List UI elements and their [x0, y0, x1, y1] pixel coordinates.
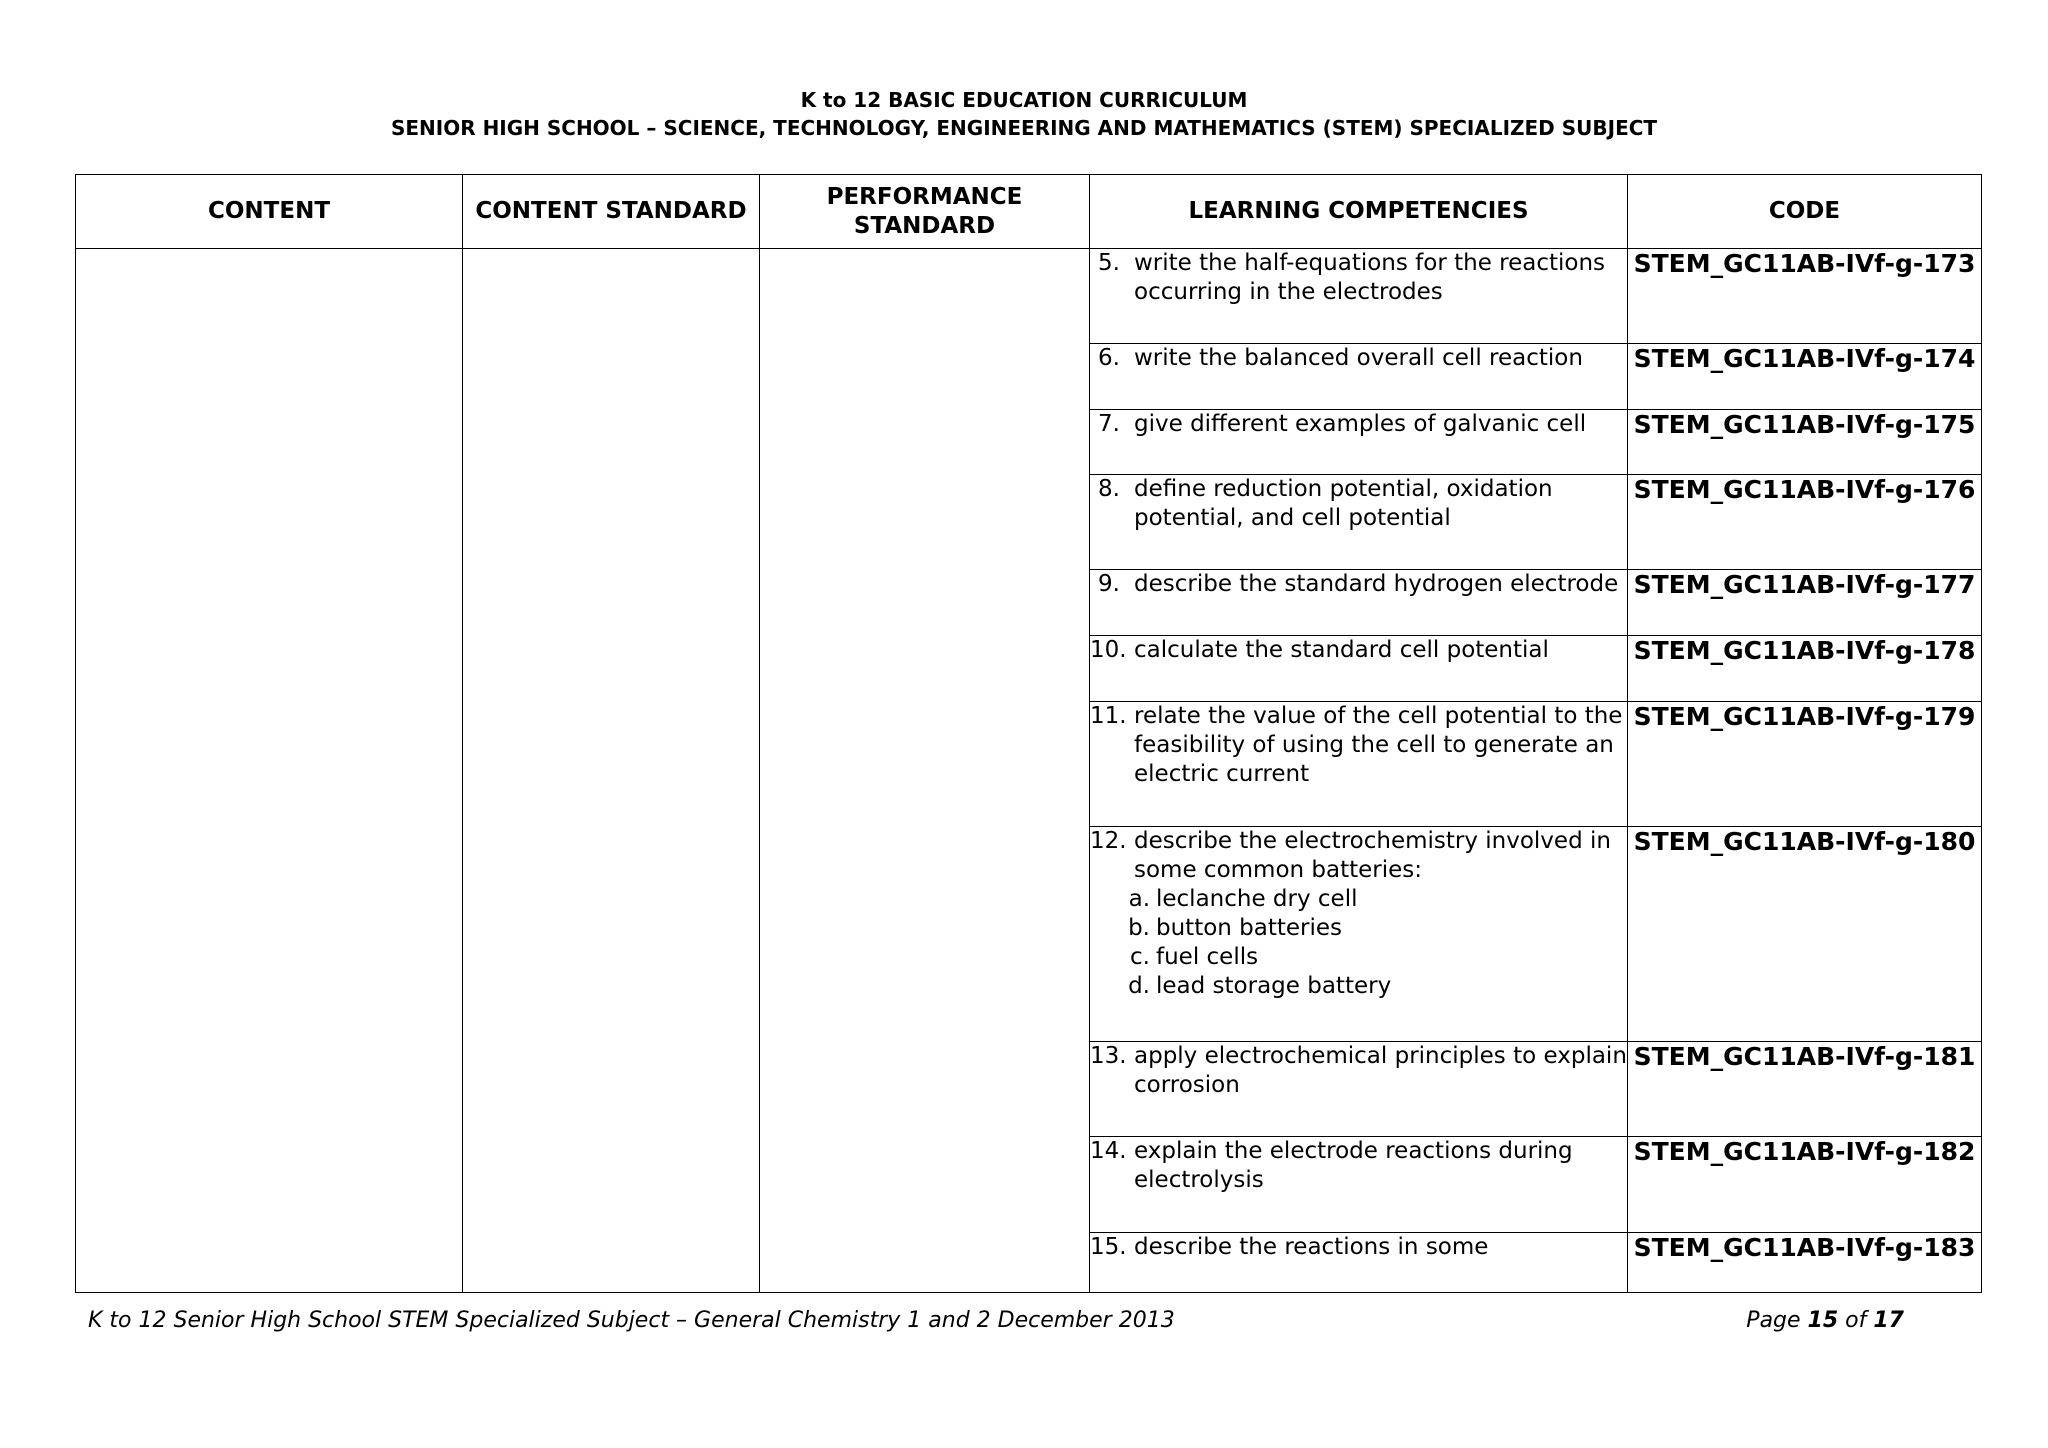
table-header-row	[76, 175, 1982, 249]
competency-code: STEM_GC11AB-IVf-g-173	[1628, 249, 1982, 344]
column-header-code: CODE	[1628, 175, 1982, 249]
competency-code: STEM_GC11AB-IVf-g-176	[1628, 475, 1982, 570]
document-header	[0, 86, 2048, 142]
subitem-letter: d.	[1128, 973, 1150, 999]
competency-number: 5.	[1098, 250, 1120, 276]
competency-cell	[1090, 1042, 1628, 1137]
column-header-content-standard: CONTENT STANDARD	[463, 175, 760, 249]
subitem-text: lead storage battery	[1156, 973, 1392, 999]
competency-subitem	[1090, 914, 1627, 943]
subitem-text: button batteries	[1156, 915, 1343, 941]
competency-code: STEM_GC11AB-IVf-g-177	[1628, 570, 1982, 636]
competency-cell	[1090, 702, 1628, 827]
subitem-letter: a.	[1128, 886, 1150, 912]
subitem-text: fuel cells	[1156, 944, 1259, 970]
competency-number: 6.	[1098, 345, 1120, 371]
competency-number: 15.	[1090, 1234, 1127, 1260]
column-header-performance-standard	[760, 175, 1090, 249]
competency-text: explain the electrode reactions during electrolysis	[1134, 1138, 1573, 1193]
competency-number: 14.	[1090, 1138, 1127, 1164]
competency-code: STEM_GC11AB-IVf-g-183	[1628, 1233, 1982, 1293]
subitem-text: leclanche dry cell	[1156, 886, 1358, 912]
competency-subitem	[1090, 943, 1627, 972]
competency-number: 10.	[1090, 637, 1127, 663]
competency-code: STEM_GC11AB-IVf-g-178	[1628, 636, 1982, 702]
competency-cell	[1090, 1233, 1628, 1293]
competency-text: describe the reactions in some	[1134, 1234, 1489, 1260]
competency-code: STEM_GC11AB-IVf-g-181	[1628, 1042, 1982, 1137]
page-of: of	[1838, 1308, 1874, 1333]
competency-code: STEM_GC11AB-IVf-g-179	[1628, 702, 1982, 827]
competency-number: 12.	[1090, 828, 1127, 854]
competency-text: give different examples of galvanic cell	[1134, 411, 1587, 437]
competency-text: relate the value of the cell potential to the feasibility of using the cell to generate an electric current	[1134, 703, 1623, 787]
competency-cell	[1090, 410, 1628, 475]
header-title: K to 12 BASIC EDUCATION CURRICULUM	[800, 88, 1248, 112]
competency-text: describe the electrochemistry involved in some common batteries:	[1134, 828, 1611, 883]
competency-text: write the half-equations for the reactions occurring in the electrodes	[1134, 250, 1606, 305]
subitem-letter: c.	[1130, 944, 1150, 970]
footer-document-title: K to 12 Senior High School STEM Specialized Subject – General Chemistry 1 and 2 December 2013	[88, 1308, 1175, 1333]
footer-page-number	[1746, 1308, 1904, 1333]
performance-standard-cell	[760, 249, 1090, 1293]
competency-number: 11.	[1090, 703, 1127, 729]
subitem-letter: b.	[1128, 915, 1150, 941]
competency-cell	[1090, 636, 1628, 702]
competency-code: STEM_GC11AB-IVf-g-175	[1628, 410, 1982, 475]
competency-text: calculate the standard cell potential	[1134, 637, 1549, 663]
competency-cell	[1090, 1137, 1628, 1233]
competency-cell	[1090, 475, 1628, 570]
competency-number: 13.	[1090, 1043, 1127, 1069]
competency-code: STEM_GC11AB-IVf-g-174	[1628, 344, 1982, 410]
competency-text: apply electrochemical principles to explain corrosion	[1134, 1043, 1627, 1098]
content-standard-cell	[463, 249, 760, 1293]
competency-text: write the balanced overall cell reaction	[1134, 345, 1583, 371]
competency-code: STEM_GC11AB-IVf-g-180	[1628, 827, 1982, 1042]
competency-text: describe the standard hydrogen electrode	[1134, 571, 1619, 597]
table-row	[76, 249, 1982, 344]
competency-number: 9.	[1098, 571, 1120, 597]
competency-subitem	[1090, 885, 1627, 914]
page-current: 15	[1807, 1308, 1839, 1333]
performance-header-line2: STANDARD	[853, 212, 996, 239]
competency-number: 8.	[1098, 476, 1120, 502]
curriculum-table	[75, 174, 1982, 1293]
competency-cell	[1090, 344, 1628, 410]
competency-text: define reduction potential, oxidation potential, and cell potential	[1134, 476, 1553, 531]
performance-header-line1: PERFORMANCE	[826, 183, 1023, 210]
competency-subitem	[1090, 972, 1627, 1001]
page-prefix: Page	[1746, 1308, 1808, 1333]
header-subtitle: SENIOR HIGH SCHOOL – SCIENCE, TECHNOLOGY, ENGINEERING AND MATHEMATICS (STEM) SPECIALIZED SUBJECT	[390, 116, 1658, 140]
column-header-content: CONTENT	[76, 175, 463, 249]
competency-number: 7.	[1098, 411, 1120, 437]
competency-code: STEM_GC11AB-IVf-g-182	[1628, 1137, 1982, 1233]
competency-cell	[1090, 570, 1628, 636]
column-header-learning-competencies: LEARNING COMPETENCIES	[1090, 175, 1628, 249]
page-total: 17	[1873, 1308, 1904, 1333]
competency-cell	[1090, 249, 1628, 344]
competency-cell	[1090, 827, 1628, 1042]
content-cell	[76, 249, 463, 1293]
